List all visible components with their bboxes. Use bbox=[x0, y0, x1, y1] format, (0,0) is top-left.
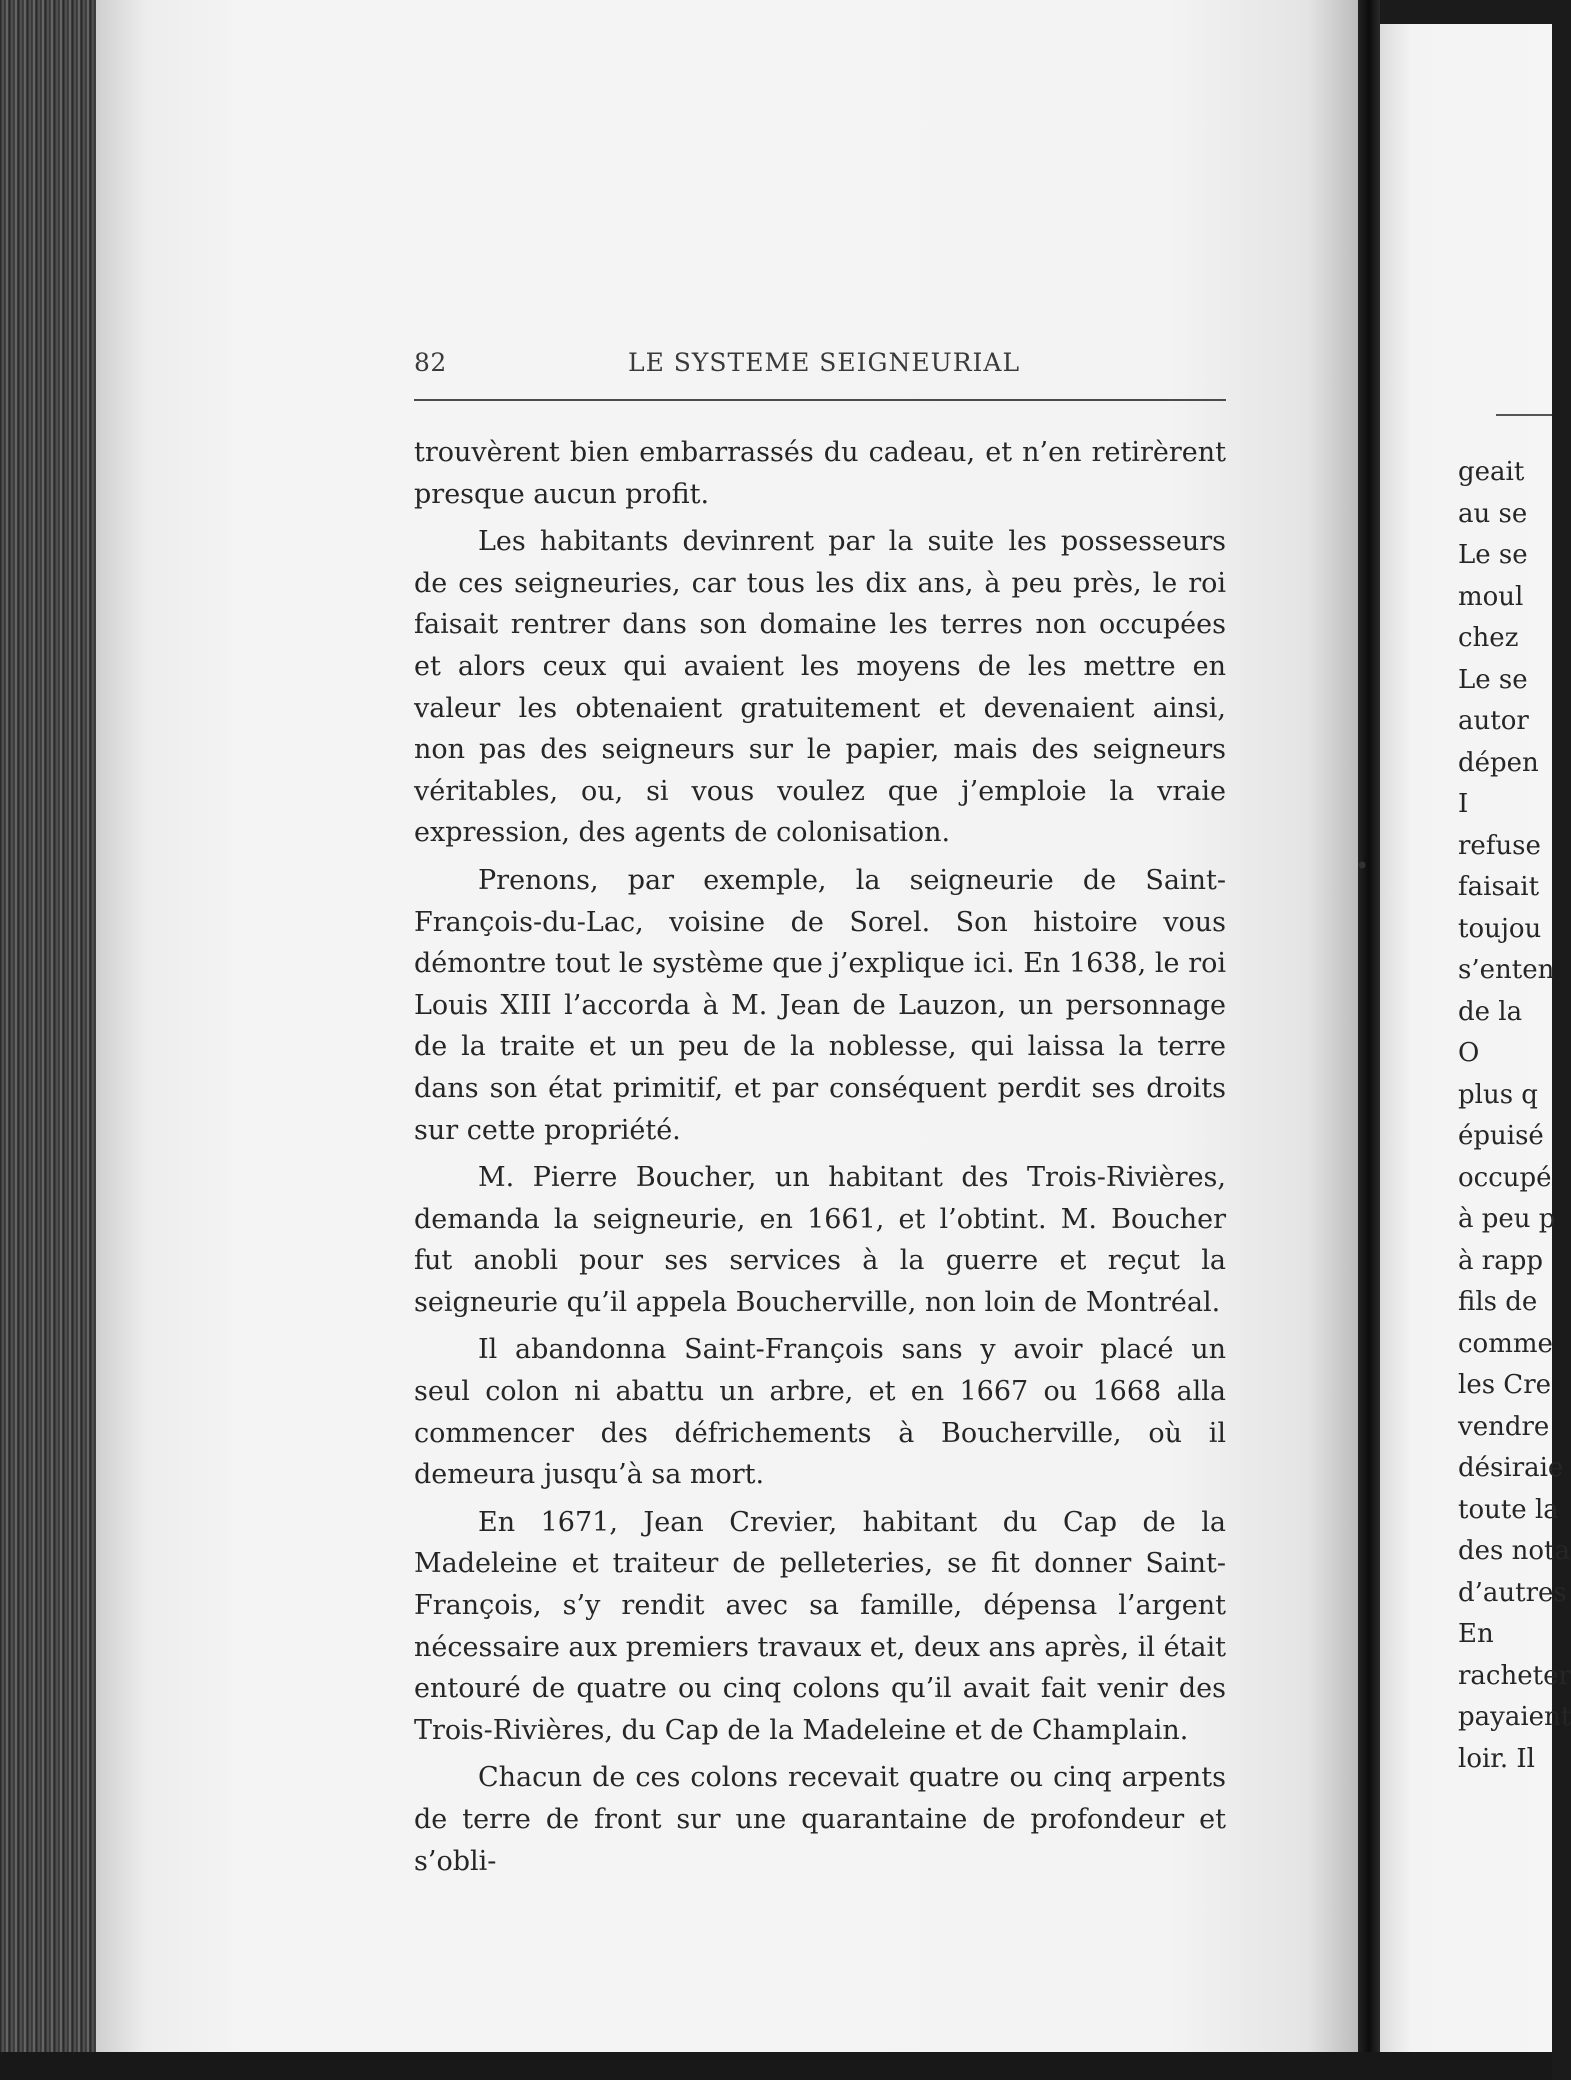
body-text bbox=[414, 432, 1226, 1882]
page-edges bbox=[0, 0, 108, 2080]
text-line: de la bbox=[1458, 996, 1523, 1027]
paragraph: Les habitants devinrent par la suite les possesseurs de ces seigneuries, car tous les dix ans, à peu près, le roi faisait rentrer dans son domaine les terres non occupées et alors ceux qui avaient les moyens de les mettre en valeur les obtenaient gratuitement et devenaient ainsi, non pas des seigneurs sur le papier, mais des seigneurs véritables, ou, si vous voulez que j’emploie la vraie expression, des agents de colonisation. bbox=[414, 526, 1226, 849]
text-line: geait bbox=[1458, 457, 1525, 487]
text-line: à rapp bbox=[1458, 1245, 1543, 1276]
text-line: désiraie bbox=[1458, 1453, 1564, 1483]
header-rule bbox=[414, 399, 1226, 401]
text-line: des nota bbox=[1458, 1536, 1570, 1566]
text-line: payaient bbox=[1458, 1702, 1571, 1732]
text-line: dépen bbox=[1458, 747, 1539, 778]
text-line: faisait bbox=[1458, 872, 1540, 902]
text-line: chez bbox=[1458, 623, 1519, 653]
running-title: LE SYSTEME SEIGNEURIAL bbox=[628, 348, 1021, 377]
text-line: Le se bbox=[1458, 540, 1528, 570]
right-page-text bbox=[1458, 452, 1571, 1780]
text-line: loir. Il bbox=[1458, 1743, 1535, 1774]
text-line: comme bbox=[1458, 1328, 1553, 1359]
text-line: racheter bbox=[1458, 1660, 1571, 1691]
text-line: toute la bbox=[1458, 1494, 1559, 1525]
paragraph: M. Pierre Boucher, un habitant des Trois-Rivières, demanda la seigneurie, en 1661, et l’obtint. M. Boucher fut anobli pour ses services à la guerre et reçut la seigneurie qu’il appela Boucherville, non loin de Montréal. bbox=[414, 1162, 1226, 1318]
text-line: les Cre bbox=[1458, 1370, 1552, 1400]
text-line: s’enten bbox=[1458, 955, 1555, 985]
paragraph: Il abandonna Saint-François sans y avoir placé un seul colon ni abattu un arbre, et en 1667 ou 1668 alla commencer des défrichements à Boucherville, où il demeura jusqu’à sa mort. bbox=[414, 1334, 1226, 1491]
text-line: fils de bbox=[1458, 1287, 1538, 1317]
text-line: autor bbox=[1458, 706, 1529, 736]
text-line: plus q bbox=[1458, 1079, 1538, 1110]
page-header bbox=[414, 348, 1226, 388]
paragraph: trouvèrent bien embarrassés du cadeau, et n’en retirèrent presque aucun profit. bbox=[414, 437, 1226, 510]
book-gutter bbox=[1358, 0, 1380, 2080]
text-line: I bbox=[1458, 789, 1469, 819]
text-line: Le se bbox=[1458, 664, 1528, 695]
margin-dot: • bbox=[1355, 852, 1370, 880]
text-line: toujou bbox=[1458, 913, 1542, 944]
paragraph: Chacun de ces colons recevait quatre ou cinq arpents de terre de front sur une quarantaine de profondeur et s’obli- bbox=[414, 1762, 1226, 1877]
text-line: En bbox=[1458, 1619, 1494, 1649]
right-page-rule bbox=[1496, 414, 1552, 416]
text-line: épuisé bbox=[1458, 1121, 1544, 1151]
page-number: 82 bbox=[414, 348, 447, 377]
text-line: O bbox=[1458, 1038, 1480, 1068]
bottom-shadow bbox=[0, 2052, 1552, 2080]
paragraph: Prenons, par exemple, la seigneurie de Saint-François-du-Lac, voisine de Sorel. Son histoire vous démontre tout le système que j’explique ici. En 1638, le roi Louis XIII l’accorda à M. Jean de Lauzon, un personnage de la traite et un peu de la noblesse, qui laissa la terre dans son état primitif, et par conséquent perdit ses droits sur cette propriété. bbox=[414, 864, 1226, 1146]
text-line: occupé bbox=[1458, 1162, 1552, 1193]
paragraph: En 1671, Jean Crevier, habitant du Cap de la Madeleine et traiteur de pelleteries, se fit donner Saint-François, s’y rendit avec sa famille, dépensa l’argent nécessaire aux premiers travaux et, deux ans après, il était entouré de quatre ou cinq colons qu’il avait fait venir des Trois-Rivières, du Cap de la Madeleine et de Champlain. bbox=[414, 1506, 1226, 1746]
text-line: moul bbox=[1458, 581, 1524, 612]
text-line: d’autres bbox=[1458, 1577, 1567, 1608]
text-line: à peu p bbox=[1458, 1204, 1556, 1234]
text-line: vendre bbox=[1458, 1411, 1550, 1442]
text-line: au se bbox=[1458, 498, 1528, 529]
text-line: refuse bbox=[1458, 830, 1541, 861]
